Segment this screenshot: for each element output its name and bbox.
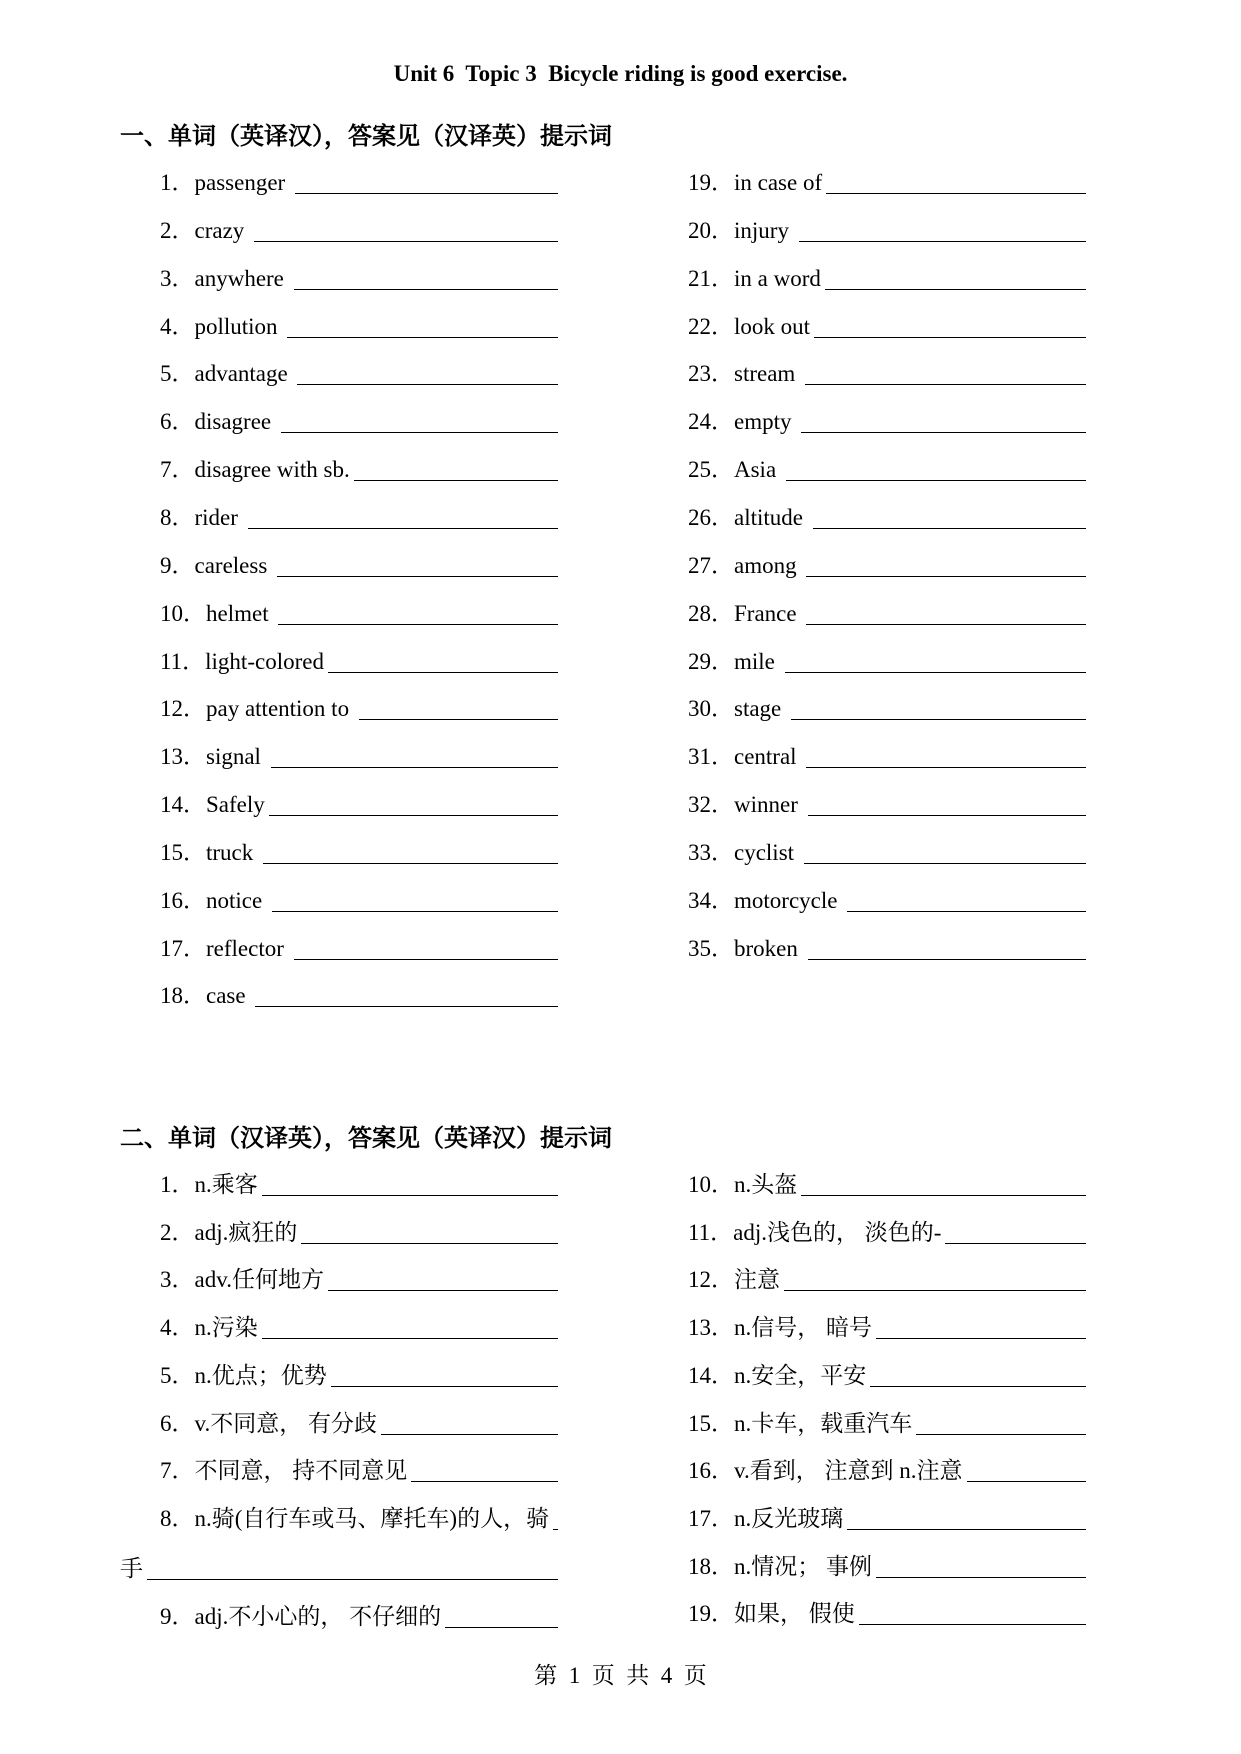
answer-blank[interactable] bbox=[801, 431, 1086, 433]
item-number: 15． bbox=[688, 1410, 734, 1436]
vocab-item bbox=[160, 1359, 558, 1393]
answer-blank[interactable] bbox=[791, 718, 1086, 720]
vocab-item bbox=[160, 1407, 558, 1441]
answer-blank[interactable] bbox=[287, 336, 558, 338]
item-number: 16． bbox=[160, 887, 206, 913]
answer-blank[interactable] bbox=[859, 1623, 1086, 1625]
vocab-item bbox=[160, 549, 558, 583]
item-number: 14． bbox=[688, 1362, 734, 1388]
answer-blank[interactable] bbox=[297, 383, 558, 385]
answer-blank[interactable] bbox=[263, 862, 558, 864]
answer-blank[interactable] bbox=[381, 1433, 558, 1435]
item-number: 17． bbox=[160, 935, 206, 961]
vocab-item bbox=[160, 262, 558, 296]
item-number: 25． bbox=[688, 457, 734, 483]
item-number: 23． bbox=[688, 361, 734, 387]
item-word: altitude bbox=[734, 504, 809, 530]
vocab-item bbox=[688, 788, 1086, 822]
answer-blank[interactable] bbox=[331, 1385, 558, 1387]
vocab-item bbox=[160, 932, 558, 966]
answer-blank[interactable] bbox=[328, 671, 558, 673]
answer-blank[interactable] bbox=[294, 288, 558, 290]
vocab-item bbox=[160, 1502, 558, 1536]
item-number: 7． bbox=[160, 1458, 195, 1484]
item-word: broken bbox=[734, 935, 804, 961]
item-word: in a word bbox=[734, 265, 821, 291]
item-word: n.骑(自行车或马、摩托车)的人，骑 bbox=[194, 1505, 550, 1531]
item-word: Asia bbox=[734, 457, 782, 483]
item-word: n.污染 bbox=[194, 1315, 258, 1341]
item-word: n.反光玻璃 bbox=[734, 1505, 844, 1531]
item-word: 注意 bbox=[734, 1267, 780, 1293]
vocab-item bbox=[688, 1359, 1086, 1393]
item-word: n.情况； 事例 bbox=[734, 1553, 872, 1579]
answer-blank[interactable] bbox=[814, 336, 1086, 338]
item-word: pay attention to bbox=[206, 696, 355, 722]
item-word: in case of bbox=[734, 170, 823, 195]
item-word: n.乘客 bbox=[194, 1172, 258, 1197]
answer-blank[interactable] bbox=[272, 910, 558, 912]
vocab-item bbox=[160, 979, 558, 1013]
item-number: 26． bbox=[688, 504, 734, 530]
vocab-item bbox=[688, 1168, 1086, 1202]
item-word: among bbox=[734, 552, 803, 578]
answer-blank[interactable] bbox=[281, 431, 558, 433]
answer-blank[interactable] bbox=[916, 1433, 1086, 1435]
answer-blank[interactable] bbox=[553, 1528, 558, 1530]
answer-blank[interactable] bbox=[870, 1385, 1086, 1387]
answer-blank[interactable] bbox=[269, 814, 558, 816]
vocab-item bbox=[688, 310, 1086, 344]
vocab-item bbox=[160, 1216, 558, 1250]
vocab-item bbox=[688, 1263, 1086, 1297]
answer-blank[interactable] bbox=[813, 527, 1086, 529]
vocab-item bbox=[688, 1407, 1086, 1441]
item-word: motorcycle bbox=[734, 887, 844, 913]
vocab-item bbox=[160, 884, 558, 918]
item-word: case bbox=[206, 983, 252, 1009]
item-8-continuation-text: 手 bbox=[120, 1556, 143, 1581]
item-word: 如果， 假使 bbox=[734, 1601, 855, 1627]
item-word: look out bbox=[734, 313, 811, 339]
answer-blank[interactable] bbox=[799, 240, 1086, 242]
answer-blank[interactable] bbox=[804, 862, 1086, 864]
item-word: pollution bbox=[194, 313, 284, 339]
item-number: 20． bbox=[688, 217, 734, 243]
item-word: n.卡车，载重汽车 bbox=[734, 1410, 913, 1436]
vocab-item bbox=[688, 501, 1086, 535]
vocab-item bbox=[160, 692, 558, 726]
item-word: helmet bbox=[206, 600, 275, 626]
answer-blank[interactable] bbox=[825, 288, 1086, 290]
item-number: 13． bbox=[688, 1315, 734, 1341]
answer-blank[interactable] bbox=[262, 1337, 558, 1339]
vocab-item bbox=[688, 262, 1086, 296]
item-word: adj.疯狂的 bbox=[194, 1219, 298, 1245]
answer-blank[interactable] bbox=[806, 575, 1086, 577]
item-number: 11． bbox=[160, 648, 206, 674]
answer-blank[interactable] bbox=[786, 479, 1086, 481]
vocab-item bbox=[160, 405, 558, 439]
answer-blank[interactable] bbox=[294, 958, 558, 960]
item-number: 35． bbox=[688, 935, 734, 961]
item-number: 16． bbox=[688, 1458, 734, 1484]
answer-blank[interactable] bbox=[271, 766, 558, 768]
vocab-item bbox=[688, 1216, 1086, 1250]
item-word: notice bbox=[206, 887, 268, 913]
vocab-item bbox=[688, 645, 1086, 679]
vocab-item bbox=[688, 1550, 1086, 1584]
item-number: 3． bbox=[160, 1267, 195, 1293]
item-number: 4． bbox=[160, 1315, 195, 1341]
vocab-item bbox=[160, 501, 558, 535]
answer-blank[interactable] bbox=[826, 192, 1086, 194]
vocab-item bbox=[160, 166, 558, 200]
item-number: 22． bbox=[688, 313, 734, 339]
item-word: injury bbox=[734, 217, 795, 243]
item-word: rider bbox=[194, 504, 244, 530]
item-word: empty bbox=[734, 409, 798, 435]
item-number: 8． bbox=[160, 1505, 195, 1531]
item-number: 5． bbox=[160, 361, 195, 387]
vocab-item-9 bbox=[160, 1600, 558, 1634]
vocab-item bbox=[160, 214, 558, 248]
answer-blank[interactable] bbox=[806, 766, 1086, 768]
answer-blank[interactable] bbox=[254, 240, 558, 242]
item-word: v.看到， 注意到 n.注意 bbox=[734, 1458, 963, 1484]
answer-blank[interactable] bbox=[808, 958, 1086, 960]
vocab-item bbox=[688, 932, 1086, 966]
item-number: 5． bbox=[160, 1362, 195, 1388]
vocab-item bbox=[688, 166, 1086, 200]
item-number: 18． bbox=[160, 983, 206, 1009]
vocab-item bbox=[688, 549, 1086, 583]
vocab-item bbox=[688, 692, 1086, 726]
answer-blank[interactable] bbox=[301, 1242, 558, 1244]
answer-blank[interactable] bbox=[847, 910, 1086, 912]
answer-blank[interactable] bbox=[967, 1480, 1086, 1482]
answer-blank[interactable] bbox=[847, 1528, 1086, 1530]
item-word: cyclist bbox=[734, 839, 800, 865]
vocab-item bbox=[160, 645, 558, 679]
answer-blank[interactable] bbox=[806, 623, 1086, 625]
answer-blank[interactable] bbox=[876, 1337, 1086, 1339]
item-word: truck bbox=[206, 839, 260, 865]
item-number: 6． bbox=[160, 409, 195, 435]
vocab-item bbox=[688, 214, 1086, 248]
item-word: disagree bbox=[194, 409, 277, 435]
item-number: 34． bbox=[688, 887, 734, 913]
item-number: 19． bbox=[688, 170, 734, 195]
answer-blank[interactable] bbox=[328, 1289, 558, 1291]
answer-blank[interactable] bbox=[945, 1242, 1086, 1244]
item-word: stage bbox=[734, 696, 788, 722]
item-number: 14． bbox=[160, 792, 206, 818]
item-word: n.优点；优势 bbox=[194, 1362, 327, 1388]
item-number: 30． bbox=[688, 696, 734, 722]
item-word: n.信号， 暗号 bbox=[734, 1315, 872, 1341]
vocab-item bbox=[688, 357, 1086, 391]
item-number: 2． bbox=[160, 1219, 195, 1245]
item-number: 4． bbox=[160, 313, 195, 339]
vocab-item bbox=[160, 597, 558, 631]
item-number: 29． bbox=[688, 648, 734, 674]
item-word: reflector bbox=[206, 935, 290, 961]
item-word: adv.任何地方 bbox=[194, 1267, 324, 1293]
item-number: 11． bbox=[688, 1219, 734, 1245]
answer-blank[interactable] bbox=[255, 1005, 558, 1007]
item-word: mile bbox=[734, 648, 781, 674]
item-number: 2． bbox=[160, 217, 195, 243]
answer-blank[interactable] bbox=[411, 1480, 558, 1482]
vocab-item bbox=[688, 836, 1086, 870]
answer-blank[interactable] bbox=[262, 1194, 558, 1196]
item-word: n.安全，平安 bbox=[734, 1362, 867, 1388]
item-word: careless bbox=[194, 552, 274, 578]
answer-blank[interactable] bbox=[147, 1578, 558, 1580]
item-number: 9． bbox=[160, 1604, 195, 1629]
item-number: 12． bbox=[160, 696, 206, 722]
item-number: 3． bbox=[160, 265, 195, 291]
vocab-item bbox=[160, 788, 558, 822]
item-number: 31． bbox=[688, 744, 734, 770]
item-number: 10． bbox=[688, 1172, 734, 1197]
item-word: Safely bbox=[206, 792, 265, 818]
item-word: anywhere bbox=[194, 265, 290, 291]
answer-blank[interactable] bbox=[876, 1576, 1086, 1578]
item-number: 13． bbox=[160, 744, 206, 770]
item-number: 9． bbox=[160, 552, 195, 578]
vocab-item bbox=[688, 597, 1086, 631]
item-number: 12． bbox=[688, 1267, 734, 1293]
item-number: 6． bbox=[160, 1410, 195, 1436]
item-number: 17． bbox=[688, 1505, 734, 1531]
item-word: crazy bbox=[194, 217, 251, 243]
item-word: advantage bbox=[194, 361, 294, 387]
section-1-heading: 一、单词（英译汉），答案见（汉译英）提示词 bbox=[120, 122, 612, 150]
item-number: 1． bbox=[160, 170, 195, 195]
item-number: 18． bbox=[688, 1553, 734, 1579]
vocab-item bbox=[688, 453, 1086, 487]
item-word: signal bbox=[206, 744, 267, 770]
answer-blank[interactable] bbox=[805, 383, 1086, 385]
vocab-item bbox=[160, 1454, 558, 1488]
vocab-item bbox=[688, 884, 1086, 918]
item-word: 不同意， 持不同意见 bbox=[194, 1458, 408, 1484]
answer-blank[interactable] bbox=[801, 1194, 1086, 1196]
vocab-item bbox=[688, 1311, 1086, 1345]
item-word: central bbox=[734, 744, 803, 770]
item-word: v.不同意， 有分歧 bbox=[194, 1410, 378, 1436]
vocab-item bbox=[688, 740, 1086, 774]
answer-blank[interactable] bbox=[445, 1626, 558, 1628]
vocab-item bbox=[160, 453, 558, 487]
vocab-item bbox=[160, 310, 558, 344]
answer-blank[interactable] bbox=[295, 192, 558, 194]
section-2-heading: 二、单词（汉译英），答案见（英译汉）提示词 bbox=[120, 1124, 612, 1152]
vocab-item bbox=[688, 1454, 1086, 1488]
answer-blank[interactable] bbox=[278, 623, 558, 625]
item-word: adj.浅色的， 淡色的- bbox=[733, 1219, 942, 1245]
item-number: 15． bbox=[160, 839, 206, 865]
item-number: 7． bbox=[160, 457, 195, 483]
item-8-continuation-row bbox=[120, 1552, 558, 1586]
vocab-item bbox=[160, 1311, 558, 1345]
item-word: winner bbox=[734, 792, 804, 818]
item-number: 8． bbox=[160, 504, 195, 530]
item-number: 33． bbox=[688, 839, 734, 865]
item-word: stream bbox=[734, 361, 802, 387]
item-word: light-colored bbox=[205, 648, 324, 674]
page-footer: 第 1 页 共 4 页 bbox=[534, 1663, 707, 1688]
answer-blank[interactable] bbox=[359, 718, 558, 720]
item-number: 10． bbox=[160, 600, 206, 626]
item-word: n.头盔 bbox=[734, 1172, 798, 1197]
vocab-item bbox=[688, 1597, 1086, 1631]
item-number: 24． bbox=[688, 409, 734, 435]
vocab-item bbox=[160, 836, 558, 870]
answer-blank[interactable] bbox=[277, 575, 558, 577]
vocab-item bbox=[160, 1263, 558, 1297]
item-word: disagree with sb. bbox=[194, 457, 350, 483]
answer-blank[interactable] bbox=[784, 1289, 1086, 1291]
answer-blank[interactable] bbox=[808, 814, 1086, 816]
item-number: 19． bbox=[688, 1601, 734, 1627]
answer-blank[interactable] bbox=[785, 671, 1086, 673]
item-number: 21． bbox=[688, 265, 734, 291]
vocab-item bbox=[688, 1502, 1086, 1536]
vocab-item bbox=[160, 357, 558, 391]
item-word: France bbox=[734, 600, 803, 626]
page-title: Unit 6 Topic 3 Bicycle riding is good exercise. bbox=[393, 61, 848, 86]
item-word: passenger bbox=[194, 170, 291, 195]
item-number: 1． bbox=[160, 1172, 195, 1197]
answer-blank[interactable] bbox=[354, 479, 558, 481]
item-number: 32． bbox=[688, 792, 734, 818]
vocab-item bbox=[160, 1168, 558, 1202]
item-number: 28． bbox=[688, 600, 734, 626]
answer-blank[interactable] bbox=[248, 527, 558, 529]
item-word: adj.不小心的， 不仔细的 bbox=[194, 1604, 442, 1629]
vocab-item bbox=[160, 740, 558, 774]
item-number: 27． bbox=[688, 552, 734, 578]
vocab-item bbox=[688, 405, 1086, 439]
